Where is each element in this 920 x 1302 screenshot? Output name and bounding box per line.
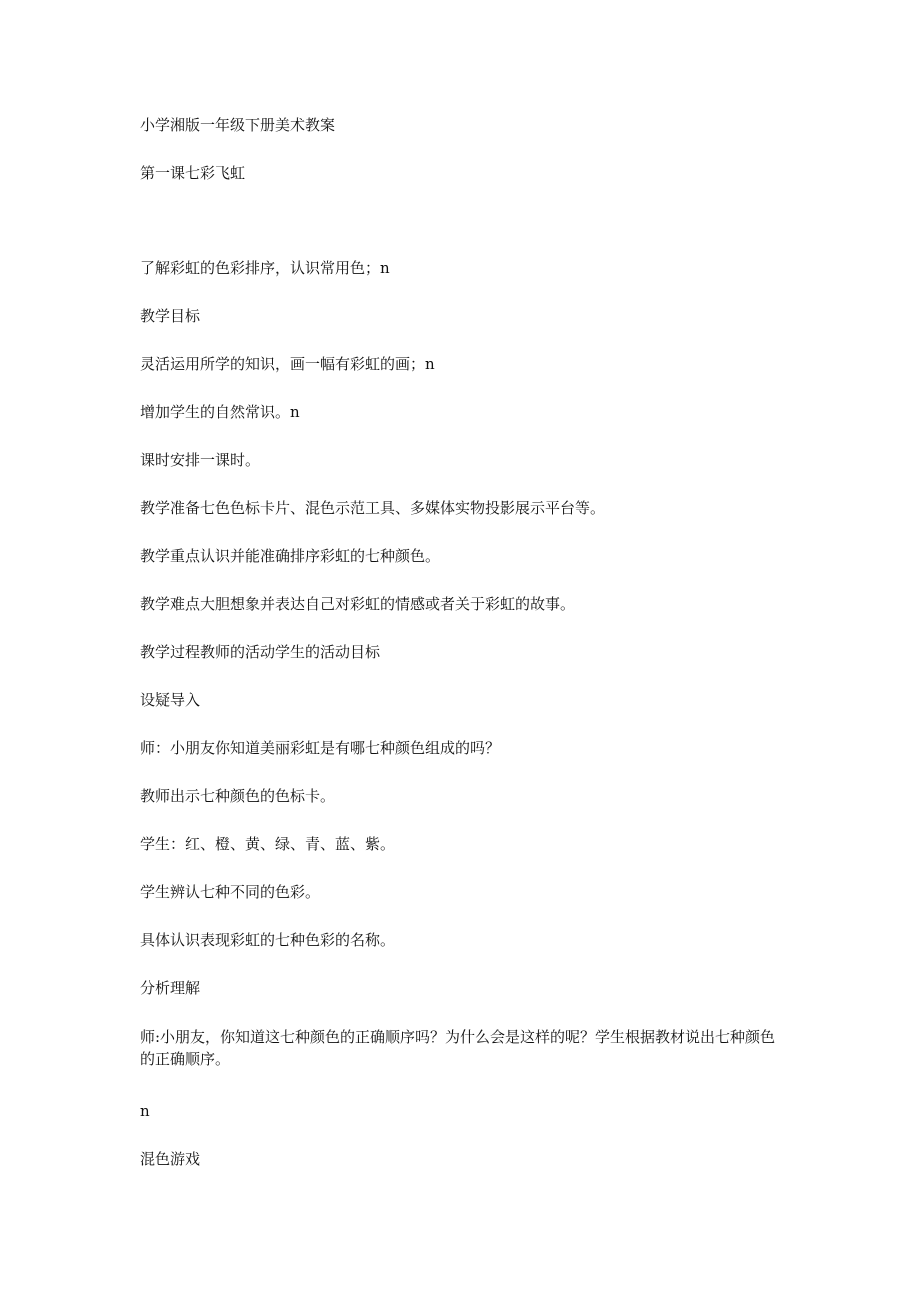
section-heading: 混色游戏 (140, 1150, 201, 1168)
paragraph: 学生：红、橙、黄、绿、青、蓝、紫。 (140, 835, 396, 853)
paragraph: 了解彩虹的色彩排序，认识常用色；n (140, 259, 390, 277)
paragraph: 教学准备七色色标卡片、混色示范工具、多媒体实物投影展示平台等。 (140, 499, 606, 517)
paragraph: 教学难点大胆想象并表达自己对彩虹的情感或者关于彩虹的故事。 (140, 595, 576, 613)
paragraph: n (140, 1102, 150, 1120)
section-heading: 教学目标 (140, 307, 201, 325)
paragraph: 教学过程教师的活动学生的活动目标 (140, 643, 381, 661)
section-heading: 设疑导入 (140, 691, 201, 709)
paragraph: 课时安排一课时。 (140, 451, 261, 469)
paragraph: 灵活运用所学的知识，画一幅有彩虹的画；n (140, 355, 435, 373)
paragraph: 师：小朋友你知道美丽彩虹是有哪七种颜色组成的吗？ (140, 739, 501, 757)
lesson-title: 第一课七彩飞虹 (140, 164, 246, 182)
paragraph: 具体认识表现彩虹的七种色彩的名称。 (140, 931, 396, 949)
paragraph: 教学重点认识并能准确排序彩虹的七种颜色。 (140, 547, 441, 565)
section-heading: 分析理解 (140, 979, 201, 997)
document-title: 小学湘版一年级下册美术教案 (140, 116, 336, 134)
paragraph: 师:小朋友，你知道这七种颜色的正确顺序吗？为什么会是这样的呢？学生根据教材说出七种颜色的正确顺序。 (140, 1028, 776, 1068)
paragraph: 学生辨认七种不同的色彩。 (140, 883, 321, 901)
paragraph: 教师出示七种颜色的色标卡。 (140, 787, 336, 805)
paragraph: 增加学生的自然常识。n (140, 403, 300, 421)
